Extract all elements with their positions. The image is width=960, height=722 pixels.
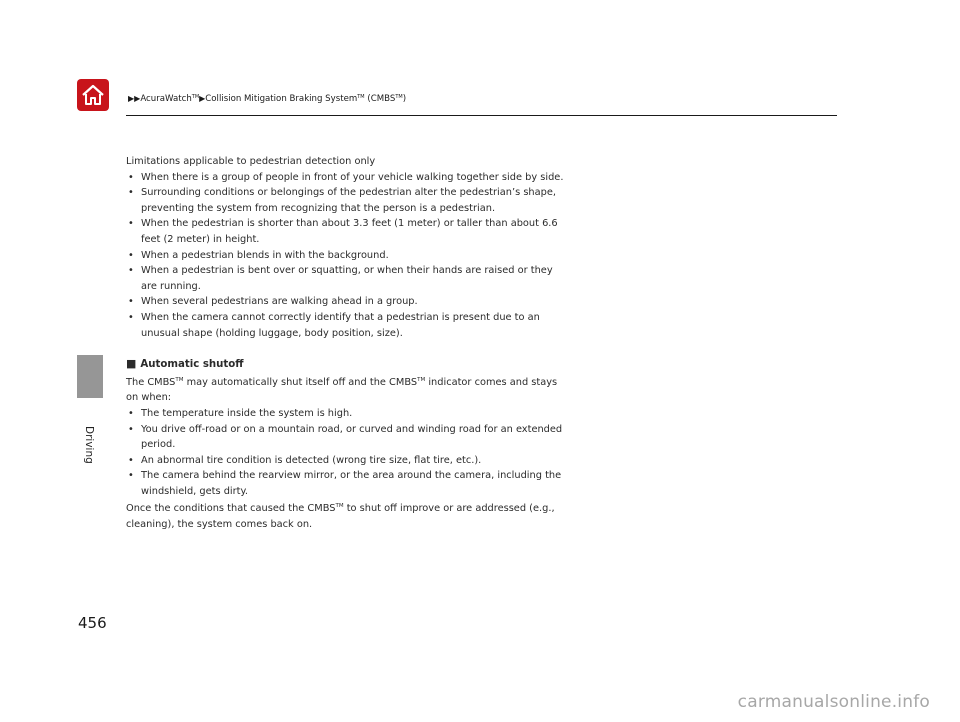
home-button[interactable] (77, 79, 109, 111)
list-item: • When several pedestrians are walking ahead in a group. (126, 294, 566, 310)
page-number: 456 (78, 614, 107, 632)
main-content (126, 154, 566, 533)
section-heading: ■ Automatic shutoff (126, 357, 244, 371)
pedestrian-limitations-list (126, 170, 566, 342)
home-icon (81, 84, 105, 106)
section-tab[interactable] (77, 355, 103, 398)
list-item: • When a pedestrian is bent over or squatting, or when their hands are raised or they are running. (126, 263, 566, 294)
recovery-paragraph: Once the conditions that caused the CMBS™ to shut off improve or are addressed (e.g., cleaning), the system comes back on. (126, 503, 555, 531)
list-item: • The temperature inside the system is high. (126, 406, 566, 422)
list-item: • When the pedestrian is shorter than about 3.3 feet (1 meter) or taller than about 6.6 feet (2 meter) in height. (126, 216, 566, 247)
triangle-right-icon: ▶ (199, 94, 206, 103)
breadcrumb-item-cmbs[interactable]: Collision Mitigation Braking System™ (CMBS™) (205, 94, 407, 104)
list-item: • When there is a group of people in front of your vehicle walking together side by side. (126, 170, 566, 186)
intro-text: Limitations applicable to pedestrian detection only (126, 156, 376, 167)
section-label: Driving (83, 426, 95, 464)
shutoff-paragraph: The CMBS™ may automatically shut itself off and the CMBS™ indicator comes and stays on when: (126, 376, 558, 404)
list-item: • You drive off-road or on a mountain road, or curved and winding road for an extended period. (126, 422, 566, 453)
list-item: • When the camera cannot correctly identify that a pedestrian is present due to an unusual shape (holding luggage, body position, size). (126, 310, 566, 341)
list-item: • The camera behind the rearview mirror, or the area around the camera, including the windshield, gets dirty. (126, 468, 566, 499)
breadcrumb-item-acurawatch[interactable]: AcuraWatch™ (140, 94, 200, 104)
list-item: • When a pedestrian blends in with the background. (126, 248, 566, 264)
header-divider (126, 115, 837, 116)
breadcrumb (128, 94, 406, 104)
list-item: • Surrounding conditions or belongings of the pedestrian alter the pedestrian’s shape, preventing the system from recognizing that the person is a pedestrian. (126, 185, 566, 216)
watermark: carmanualsonline.info (737, 692, 930, 712)
list-item: • An abnormal tire condition is detected (wrong tire size, flat tire, etc.). (126, 453, 566, 469)
triangle-right-icon: ▶▶ (128, 94, 141, 103)
shutoff-conditions-list (126, 406, 566, 500)
square-bullet-icon: ■ (126, 357, 137, 371)
